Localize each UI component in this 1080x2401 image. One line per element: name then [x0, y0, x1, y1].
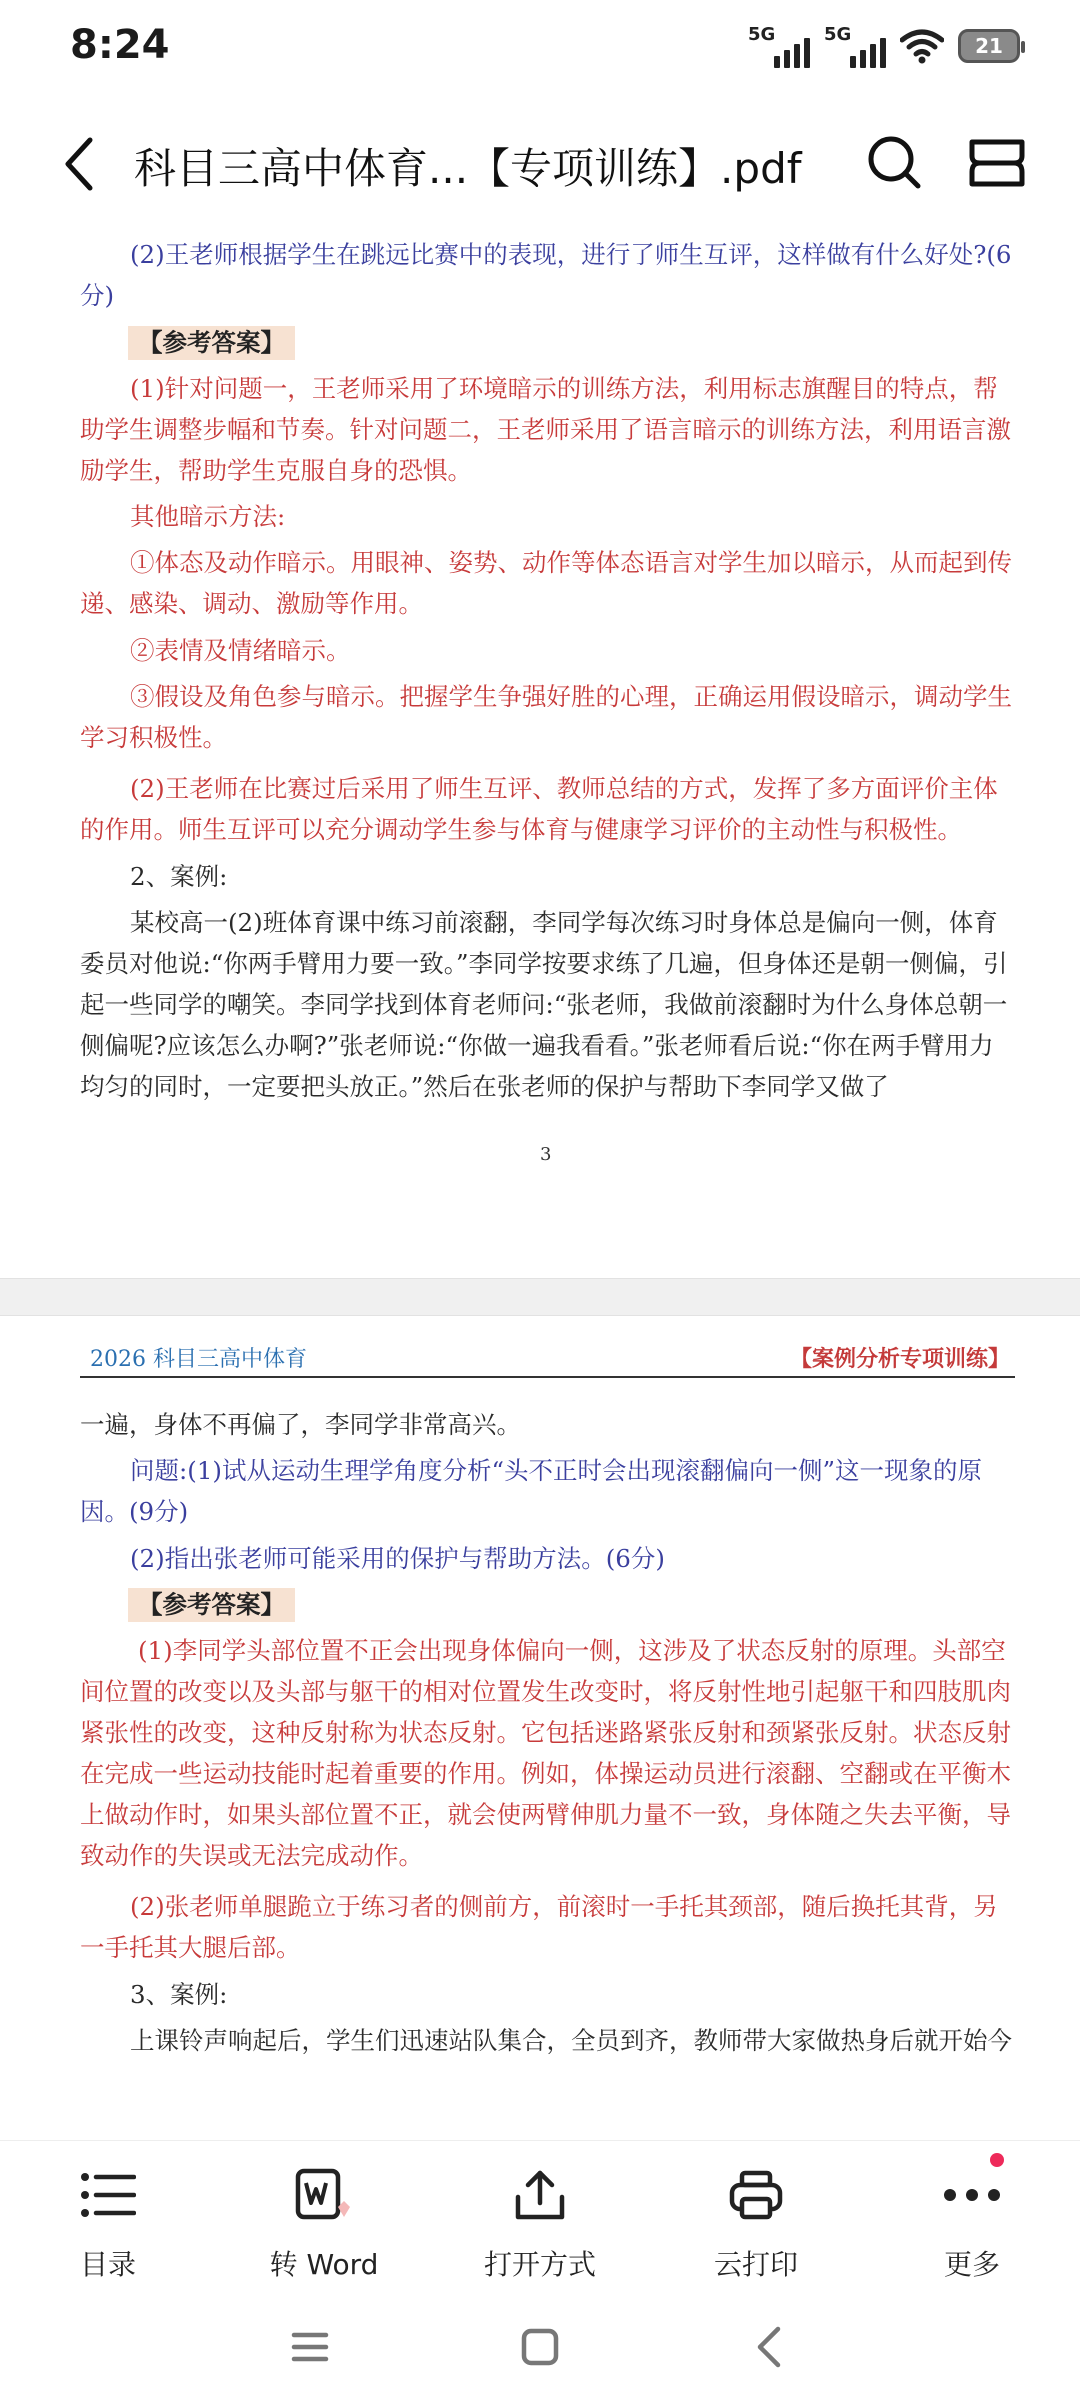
header-rule [80, 1376, 1015, 1378]
method-3: ③假设及角色参与暗示。把握学生争强好胜的心理，正确运用假设暗示，调动学生学习积极性。 [80, 682, 1012, 752]
case-2-text: 某校高一(2)班体育课中练习前滚翻，李同学每次练习时身体总是偏向一侧，体育委员对他说:“你两手臂用力要一致。”李同学按要求练了几遍，但身体还是朝一侧偏，引起一些同学的嘲笑。李同学找到体育老师问:“张老师，我做前滚翻时为什么身体总朝一侧偏呢?应该怎么办啊?”张老师说:“你做一遍我看看。”张老师看后说:“你在两手臂用力均匀的同时，一定要把头放正。”然后在张老师的保护与帮助下李同学又做了 [80, 908, 1008, 1101]
case-3-label: 3、案例: [130, 1980, 228, 2009]
convert-word-button[interactable] [224, 2155, 424, 2283]
open-with-button[interactable] [440, 2155, 640, 2283]
question-2: (2)王老师根据学生在跳远比赛中的表现，进行了师生互评，这样做有什么好处?(6分) [80, 240, 1012, 310]
back-arrow-icon[interactable] [56, 134, 104, 194]
bottom-toolbar [0, 2140, 1080, 2296]
clock: 8:24 [70, 22, 170, 68]
answer-1: (1)李同学头部位置不正会出现身体偏向一侧，这涉及了状态反射的原理。头部空间位置的改变以及头部与躯干的相对位置发生改变时，将反射性地引起躯干和四肢肌肉紧张性的改变，这种反射称为状态反射。它包括迷路紧张反射和颈紧张反射。状态反射在完成一些运动技能时起着重要的作用。例如，体操运动员进行滚翻、空翻或在平衡木上做动作时，如果头部位置不正，就会使两臂伸肌力量不一致，身体随之失去平衡，导致动作的失误或无法完成动作。 [80, 1636, 1011, 1870]
share-icon [512, 2167, 568, 2223]
home-icon[interactable] [510, 2317, 570, 2377]
toc-label: 目录 [79, 2248, 136, 2281]
answer-tag-label: 【参考答案】 [128, 326, 295, 360]
notification-dot [990, 2153, 1004, 2167]
printer-icon [728, 2167, 784, 2223]
cloud-print-label: 云打印 [713, 2248, 798, 2281]
signal-2-icon [824, 24, 886, 68]
question-2: (2)指出张老师可能采用的保护与帮助方法。(6分) [130, 1544, 665, 1573]
page-header-left: 2026 科目三高中体育 [90, 1347, 307, 1372]
search-icon[interactable] [864, 132, 924, 192]
document-title: 科目三高中体育...【专项训练】.pdf [134, 144, 802, 193]
page-separator [0, 1278, 1080, 1316]
pdf-page-3 [0, 230, 1080, 1275]
back-icon[interactable] [740, 2317, 800, 2377]
wifi-icon [900, 28, 944, 64]
method-2: ②表情及情绪暗示。 [130, 636, 351, 665]
answer-2: (2)张老师单腿跪立于练习者的侧前方，前滚时一手托其颈部，随后换托其背，另一手托其大腿后部。 [80, 1892, 998, 1962]
case-3-text: 上课铃声响起后，学生们迅速站队集合，全员到齐，教师带大家做热身后就开始今 [130, 2026, 1012, 2055]
other-methods-heading: 其他暗示方法: [130, 502, 286, 531]
status-icons [748, 24, 1020, 68]
more-dots-icon [942, 2187, 1002, 2203]
convert-word-label: 转 Word [269, 2248, 379, 2281]
answer-tag-label: 【参考答案】 [128, 1588, 295, 1622]
answer-tag [128, 322, 295, 363]
cloud-print-button[interactable] [656, 2155, 856, 2283]
page-number: 3 [540, 1144, 552, 1165]
word-convert-icon [294, 2167, 354, 2223]
answer-1: (1)针对问题一，王老师采用了环境暗示的训练方法，利用标志旗醒目的特点，帮助学生调整步幅和节奏。针对问题二，王老师采用了语言暗示的训练方法，利用语言激励学生，帮助学生克服自身的恐惧。 [80, 374, 1011, 485]
status-bar [0, 0, 1080, 100]
pdf-viewer[interactable] [0, 230, 1080, 2140]
page-header-right: 【案例分析专项训练】 [789, 1346, 1010, 1372]
network-type: 5G [748, 24, 776, 45]
case-2-continuation: 一遍，身体不再偏了，李同学非常高兴。 [80, 1410, 521, 1439]
battery-icon: 21 [958, 29, 1020, 63]
signal-1-icon [748, 24, 810, 68]
answer-tag [128, 1584, 295, 1625]
system-nav-bar [0, 2295, 1080, 2401]
case-2-label: 2、案例: [130, 862, 228, 891]
question-1: 问题:(1)试从运动生理学角度分析“头不正时会出现滚翻偏向一侧”这一现象的原因。(9分) [80, 1456, 983, 1526]
recent-apps-icon[interactable] [280, 2317, 340, 2377]
list-icon [80, 2171, 136, 2219]
pdf-page-4 [0, 1316, 1080, 2140]
method-1: ①体态及动作暗示。用眼神、姿势、动作等体态语言对学生加以暗示，从而起到传递、感染、调动、激励等作用。 [80, 548, 1012, 618]
answer-2: (2)王老师在比赛过后采用了师生互评、教师总结的方式，发挥了多方面评价主体的作用。师生互评可以充分调动学生参与体育与健康学习评价的主动性与积极性。 [80, 774, 998, 844]
outline-menu-icon[interactable] [968, 136, 1026, 190]
toc-button[interactable] [8, 2155, 208, 2283]
network-type: 5G [824, 24, 852, 45]
open-with-label: 打开方式 [483, 2248, 596, 2281]
more-label: 更多 [943, 2248, 1000, 2281]
more-button[interactable] [872, 2155, 1072, 2283]
title-bar [0, 100, 1080, 230]
